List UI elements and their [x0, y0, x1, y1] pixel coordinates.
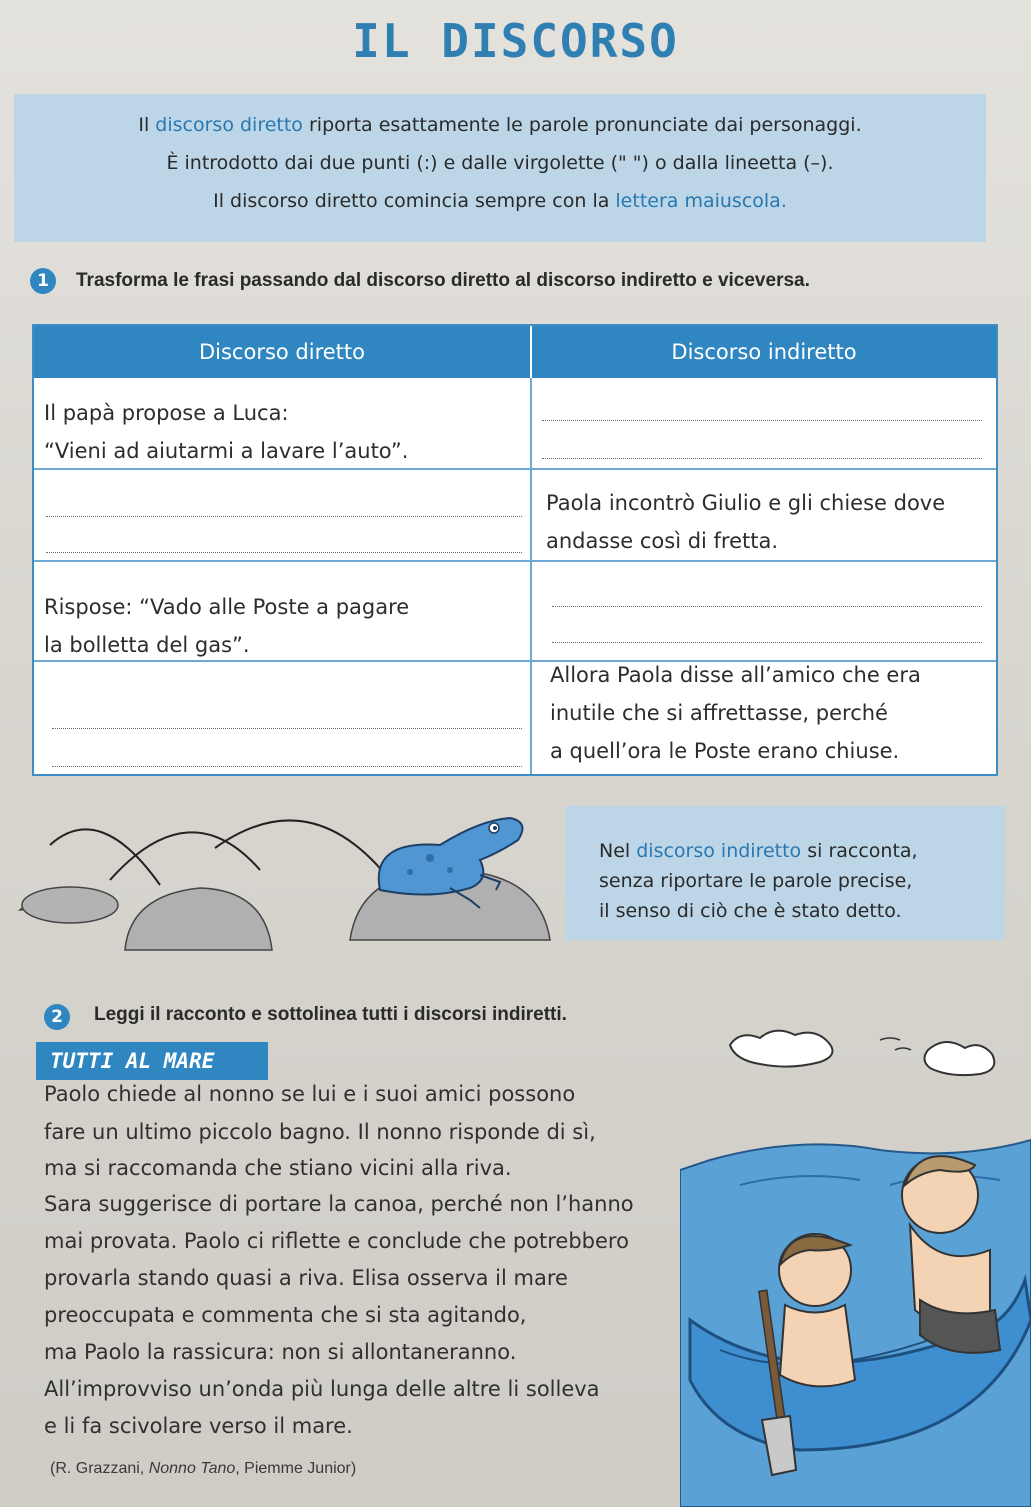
answer-blank[interactable]	[552, 642, 982, 643]
note-line-3: il senso di ciò che è stato detto.	[599, 900, 902, 922]
note-box	[565, 806, 1005, 940]
story-title: TUTTI AL MARE	[36, 1042, 268, 1080]
story-line[interactable]: All’improvviso un’onda più lunga delle altre li solleva	[44, 1377, 600, 1401]
story-line[interactable]: mai provata. Paolo ci riflette e conclude che potrebbero	[44, 1229, 629, 1253]
story-line[interactable]: Sara suggerisce di portare la canoa, perché non l’hanno	[44, 1192, 634, 1216]
exercise-2-number: 2	[44, 1004, 70, 1030]
answer-blank[interactable]	[542, 420, 982, 421]
canoe-illustration	[680, 1020, 1031, 1507]
story-line[interactable]: e li fa scivolare verso il mare.	[44, 1414, 353, 1438]
table-row-3-direct: Rispose: “Vado alle Poste a pagare la bolletta del gas”.	[44, 595, 410, 657]
rule-line-1: Il discorso diretto riporta esattamente le parole pronunciate dai personaggi.	[138, 114, 862, 136]
transform-table	[32, 324, 998, 776]
answer-blank[interactable]	[46, 552, 522, 553]
story-source: (R. Grazzani, Nonno Tano, Piemme Junior)	[50, 1460, 357, 1477]
answer-blank[interactable]	[542, 458, 982, 459]
table-row-2-indirect: Paola incontrò Giulio e gli chiese dove andasse così di fretta.	[546, 491, 946, 553]
story-line[interactable]: Paolo chiede al nonno se lui e i suoi amici possono	[44, 1082, 576, 1106]
exercise-1-instruction: Trasforma le frasi passando dal discorso diretto al discorso indiretto e viceversa.	[76, 270, 810, 291]
frog-illustration	[10, 800, 570, 960]
story-line[interactable]: preoccupata e commenta che si sta agitando,	[44, 1303, 527, 1327]
answer-blank[interactable]	[52, 728, 522, 729]
answer-blank[interactable]	[46, 516, 522, 517]
answer-blank[interactable]	[52, 766, 522, 767]
col-header-direct: Discorso diretto	[34, 326, 530, 378]
exercise-1-number: 1	[30, 268, 56, 294]
column-divider	[530, 378, 532, 774]
row-divider	[34, 560, 996, 562]
table-row-4-indirect: Allora Paola disse all’amico che era inutile che si affrettasse, perché a quell’ora le Poste erano chiuse.	[550, 663, 921, 763]
answer-blank[interactable]	[552, 606, 982, 607]
table-row-1-direct: Il papà propose a Luca: “Vieni ad aiutarmi a lavare l’auto”.	[44, 401, 409, 463]
exercise-2-instruction: Leggi il racconto e sottolinea tutti i discorsi indiretti.	[94, 1004, 567, 1025]
rule-line-2: È introdotto dai due punti (:) e dalle virgolette (" ") o dalla lineetta (–).	[166, 152, 834, 174]
note-line-2: senza riportare le parole precise,	[599, 870, 913, 892]
page-title: IL DISCORSO	[352, 14, 679, 68]
story-line[interactable]: ma Paolo la rassicura: non si allontaneranno.	[44, 1340, 517, 1364]
col-header-indirect: Discorso indiretto	[532, 326, 996, 378]
rule-line-3: Il discorso diretto comincia sempre con la lettera maiuscola.	[213, 190, 787, 212]
story-line[interactable]: fare un ultimo piccolo bagno. Il nonno risponde di sì,	[44, 1120, 596, 1144]
note-line-1: Nel discorso indiretto si racconta,	[599, 840, 918, 862]
story-line[interactable]: provarla stando quasi a riva. Elisa osserva il mare	[44, 1266, 568, 1290]
story-line[interactable]: ma si raccomanda che stiano vicini alla riva.	[44, 1156, 512, 1180]
rule-box	[14, 94, 986, 242]
